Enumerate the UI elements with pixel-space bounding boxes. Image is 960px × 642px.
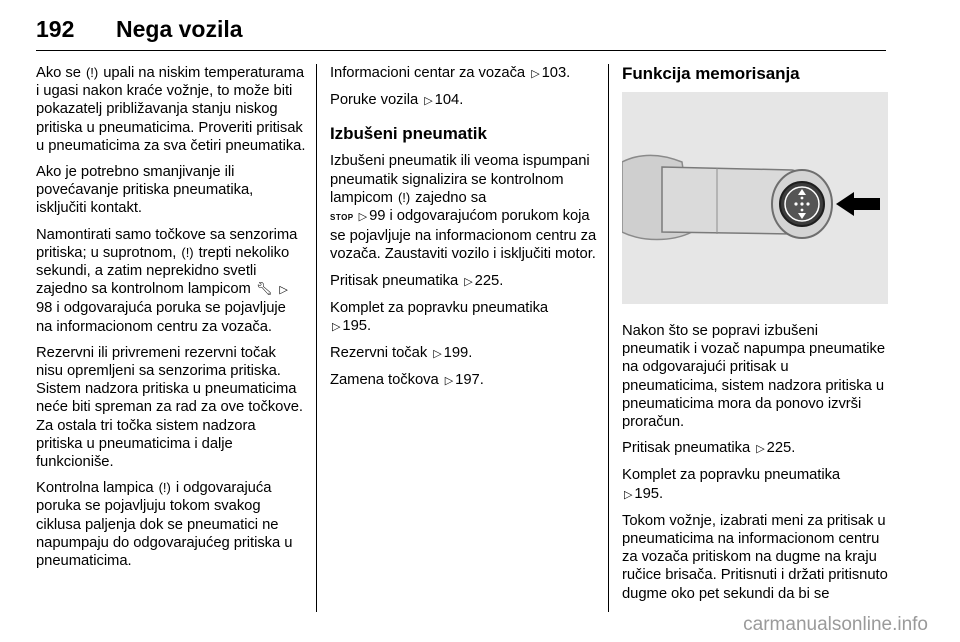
page-reference-link[interactable]: 99 — [369, 208, 386, 225]
wrench-icon: 🔧︎ — [255, 281, 273, 297]
paragraph — [622, 439, 888, 458]
page-reference-link[interactable]: 199. — [443, 345, 473, 362]
page-reference-arrow-icon: ▷ — [464, 275, 473, 288]
tire-pressure-warning-icon: (!) — [181, 244, 194, 260]
text: trepti nekoliko sekundi, a zatim neprekidno svetli zajedno sa kontrolnom lampicom — [36, 244, 290, 298]
wiper-stalk-button-illustration — [622, 92, 888, 304]
column-divider-2 — [608, 64, 609, 612]
paragraph — [36, 226, 306, 336]
paragraph — [330, 371, 598, 390]
text: Pritisak pneumatika — [622, 440, 751, 457]
page-header — [36, 10, 886, 51]
text: Izbušeni pneumatik ili veoma ispumpani pneumatik signalizira se kontrolnom lampicom — [330, 153, 590, 206]
text: Ako se — [36, 65, 81, 81]
text: i odgovarajućom porukom koja se pojavljuje na informacionom centru za vozača. Zaustaviti vozilo i isključiti motor. — [330, 208, 597, 263]
text: Poruke vozila — [330, 92, 419, 109]
column-3 — [622, 64, 888, 611]
paragraph: Tokom vožnje, izabrati meni za pritisak u pneumaticima na informacionom centru za vozača pritiskom na dugme na kraju ručice brisača. Pritisnuti i držati pritisnuto dugme oko pet sekundi da bi se — [622, 512, 888, 602]
page-number: 192 — [36, 16, 75, 42]
text: Rezervni točak — [330, 345, 428, 362]
paragraph — [330, 91, 598, 110]
page-reference-link[interactable]: 103. — [541, 65, 571, 81]
page-reference-arrow-icon: ▷ — [624, 488, 633, 501]
paragraph: Rezervni ili privremeni rezervni točak nisu opremljeni sa senzorima pritiska. Sistem nadzora pritiska u pneumaticima neće biti spreman za rad za ove točkove. Za ostala tri točka sistem nadzora pritiska u pneumaticima i dalje funkcioniše. — [36, 344, 303, 471]
paragraph — [330, 344, 598, 363]
watermark: carmanualsonline.info — [743, 614, 928, 635]
text: Namontirati samo točkove sa senzorima pritiska; u suprotnom, — [36, 226, 298, 261]
paragraph — [330, 64, 598, 83]
column-divider-1 — [316, 64, 317, 612]
tire-pressure-warning-icon: (!) — [86, 65, 99, 80]
section-heading: Izbušeni pneumatik — [330, 124, 487, 144]
page-reference-arrow-icon: ▷ — [531, 68, 540, 80]
page-reference-arrow-icon: ▷ — [444, 375, 454, 388]
page-reference-link[interactable]: 104. — [434, 92, 464, 109]
text: i odgovarajuća poruka se pojavljuje na informacionom centru za vozača. — [36, 300, 286, 335]
stop-icon: STOP — [330, 213, 354, 223]
paragraph — [36, 479, 306, 570]
paragraph — [622, 466, 888, 503]
paragraph — [330, 152, 598, 263]
page-reference-arrow-icon: ▷ — [433, 348, 442, 361]
column-2 — [330, 64, 598, 399]
page-reference-arrow-icon: ▷ — [424, 95, 433, 108]
text: zajedno sa — [415, 189, 487, 206]
paragraph — [36, 64, 306, 155]
text: Informacioni centar za vozača — [330, 65, 526, 81]
page-title: Nega vozila — [116, 16, 243, 42]
page-reference-link[interactable]: 225. — [474, 272, 504, 289]
column-1 — [36, 64, 306, 578]
text: upali na niskim temperaturama i ugasi nakon kraće vožnje, to može biti pokazatelj približavanja stanju niskog pritiska u pneumaticima. Proveriti pritisak u pneumaticima za sva četiri pneumatika. — [36, 65, 306, 154]
page-reference-arrow-icon: ▷ — [279, 284, 288, 297]
text: Zamena točkova — [330, 372, 439, 389]
paragraph — [330, 272, 598, 291]
page-reference-arrow-icon: ▷ — [756, 443, 765, 456]
page-reference-link[interactable]: 195. — [342, 318, 372, 335]
page-reference-link[interactable]: 98 — [36, 300, 53, 317]
paragraph: Ako je potrebno smanjivanje ili povećavanje pritiska pneumatika, isključiti kontakt. — [36, 164, 254, 217]
page-reference-arrow-icon: ▷ — [332, 321, 341, 334]
page-reference-link[interactable]: 225. — [766, 440, 796, 457]
text: Komplet za popravku pneumatika — [330, 299, 549, 316]
text: Komplet za popravku pneumatika — [622, 467, 841, 484]
paragraph: Nakon što se popravi izbušeni pneumatik i vozač napumpa pneumatike na odgovarajući pritisak u pneumaticima, sistem nadzora pritiska u pneumaticima mora da ponovo izvrši proračun. — [622, 323, 886, 431]
page-reference-link[interactable]: 195. — [634, 485, 664, 502]
tire-pressure-warning-icon: (!) — [158, 480, 171, 496]
text: i odgovarajuća poruka se pojavljuju tokom svakog ciklusa paljenja dok se pneumatici ne napumpaju do odgovarajućeg pritiska u pneumaticima. — [36, 480, 293, 570]
tire-pressure-warning-icon: (!) — [397, 189, 411, 205]
text: Pritisak pneumatika — [330, 272, 459, 289]
page-reference-arrow-icon: ▷ — [358, 211, 368, 224]
section-heading: Funkcija memorisanja — [622, 64, 800, 83]
text: Kontrolna lampica — [36, 480, 154, 497]
paragraph — [330, 299, 598, 336]
page-reference-link[interactable]: 197. — [455, 372, 484, 389]
